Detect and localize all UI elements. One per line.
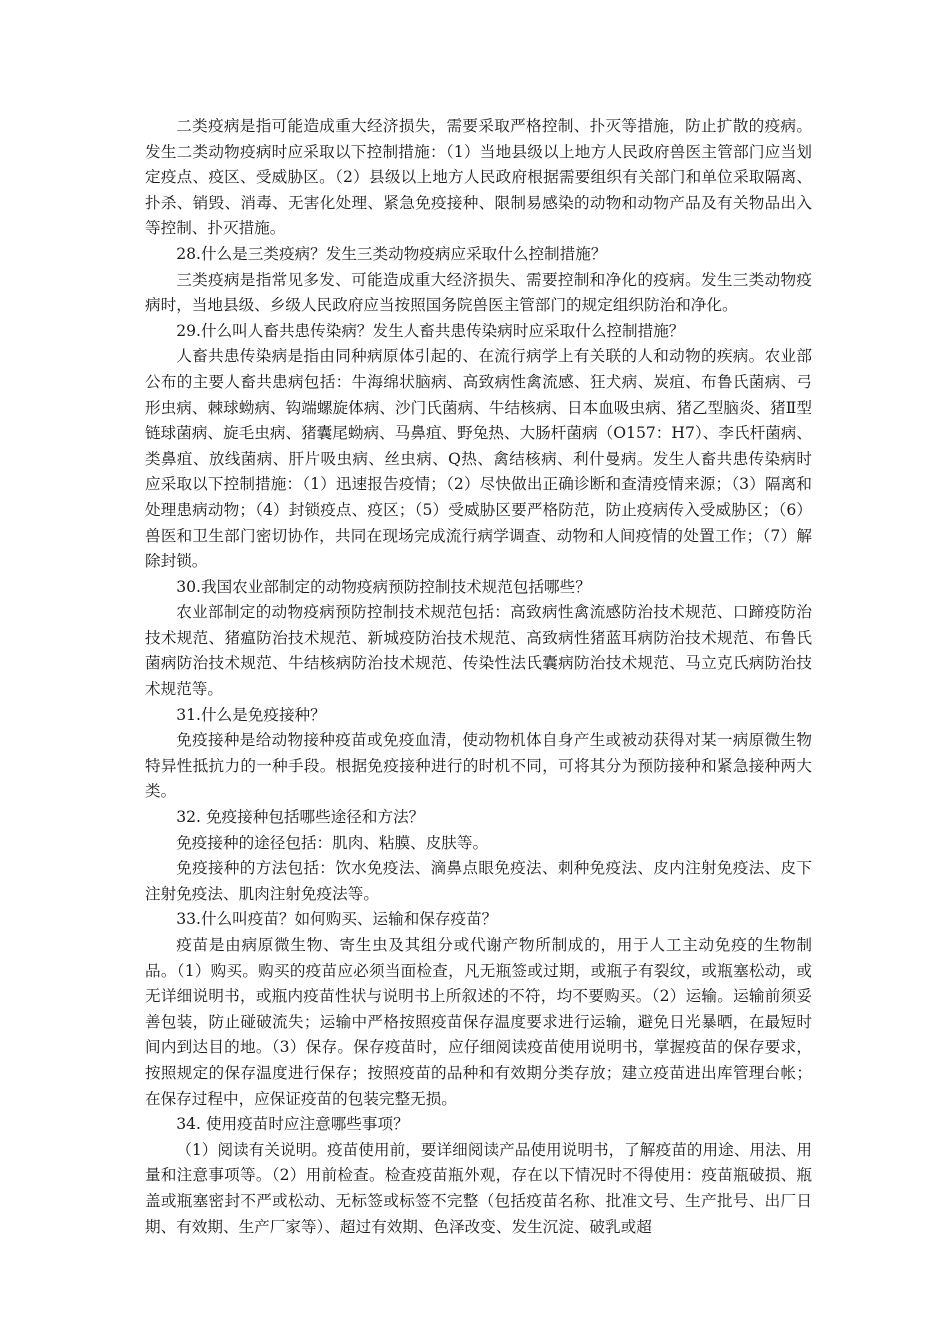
question-28-heading: 28.什么是三类疫病？发生三类动物疫病应采取什么控制措施？: [176, 244, 607, 263]
answer-34-paragraph: （1）阅读有关说明。疫苗使用前，要详细阅读产品使用说明书，了解疫苗的用途、用法、用量和注意事项等。（2）用前检查。检查疫苗瓶外观，存在以下情况时不得使用：疫苗瓶破损、瓶盖或瓶塞密封不严或松动、无标签或标签不完整（包括疫苗名称、批准文号、生产批号、出厂日期、有效期、生产厂家等）、超过有效期、色泽改变、发生沉淀、破乳或超: [145, 1140, 812, 1236]
question-32-heading: 32. 免疫接种包括哪些途径和方法？: [176, 808, 425, 827]
answer-31-paragraph: 免疫接种是给动物接种疫苗或免疫血清，使动物机体自身产生或被动获得对某一病原微生物特异性抵抗力的一种手段。根据免疫接种进行的时机不同，可将其分为预防接种和紧急接种两大类。: [145, 731, 812, 801]
question-29-heading: 29.什么叫人畜共患传染病？发生人畜共患传染病时应采取什么控制措施？: [176, 321, 685, 340]
answer-32-routes-paragraph: 免疫接种的途径包括：肌肉、粘膜、皮肤等。: [176, 833, 489, 852]
question-34-heading: 34. 使用疫苗时应注意哪些事项？: [176, 1115, 409, 1134]
question-30-heading: 30.我国农业部制定的动物疫病预防控制技术规范包括哪些？: [176, 577, 591, 596]
document-body: [145, 114, 812, 1240]
question-33-heading: 33.什么叫疫苗？如何购买、运输和保存疫苗？: [176, 910, 498, 929]
answer-29-paragraph: 人畜共患传染病是指由同种病原体引起的、在流行病学上有关联的人和动物的疾病。农业部公布的主要人畜共患病包括：牛海绵状脑病、高致病性禽流感、狂犬病、炭疽、布鲁氏菌病、弓形虫病、棘球蚴病、钩端螺旋体病、沙门氏菌病、牛结核病、日本血吸虫病、猪乙型脑炎、猪Ⅱ型链球菌病、旋毛虫病、猪囊尾蚴病、马鼻疽、野兔热、大肠杆菌病（O157：H7）、李氏杆菌病、类鼻疽、放线菌病、肝片吸虫病、丝虫病、Q热、禽结核病、利什曼病。发生人畜共患传染病时应采取以下控制措施：（1）迅速报告疫情；（2）尽快做出正确诊断和查清疫情来源；（3）隔离和处理患病动物；（4）封锁疫点、疫区；（5）受威胁区要严格防范，防止疫病传入受威胁区；（6）兽医和卫生部门密切协作，共同在现场完成流行病学调查、动物和人间疫情的处置工作；（7）解除封锁。: [145, 347, 812, 571]
answer-28-paragraph: 三类疫病是指常见多发、可能造成重大经济损失、需要控制和净化的疫病。发生三类动物疫病时，当地县级、乡级人民政府应当按照国务院兽医主管部门的规定组织防治和净化。: [145, 270, 812, 315]
question-31-heading: 31.什么是免疫接种？: [176, 705, 326, 724]
paragraph-class-two-disease: 二类疫病是指可能造成重大经济损失，需要采取严格控制、扑灭等措施，防止扩散的疫病。发生二类动物疫病时应采取以下控制措施：（1）当地县级以上地方人民政府兽医主管部门应当划定疫点、疫区、受威胁区。（2）县级以上地方人民政府根据需要组织有关部门和单位采取隔离、扑杀、销毁、消毒、无害化处理、紧急免疫接种、限制易感染的动物和动物产品及有关物品出入等控制、扑灭措施。: [145, 117, 812, 238]
answer-32-methods-paragraph: 免疫接种的方法包括：饮水免疫法、滴鼻点眼免疫法、刺种免疫法、皮内注射免疫法、皮下注射免疫法、肌肉注射免疫法等。: [145, 859, 812, 903]
answer-33-paragraph: 疫苗是由病原微生物、寄生虫及其组分或代谢产物所制成的，用于人工主动免疫的生物制品。（1）购买。购买的疫苗应必须当面检查，凡无瓶签或过期，或瓶子有裂纹，或瓶塞松动，或无详细说明书，或瓶内疫苗性状与说明书上所叙述的不符，均不要购买。（2）运输。运输前须妥善包装，防止碰破流失；运输中严格按照疫苗保存温度要求进行运输，避免日光暴晒，在最短时间内到达目的地。（3）保存。保存疫苗时，应仔细阅读疫苗使用说明书，掌握疫苗的保存要求，按照规定的保存温度进行保存；按照疫苗的品种和有效期分类存放；建立疫苗进出库管理台帐；在保存过程中，应保证疫苗的包装完整无损。: [145, 936, 812, 1108]
answer-30-paragraph: 农业部制定的动物疫病预防控制技术规范包括：高致病性禽流感防治技术规范、口蹄疫防治技术规范、猪瘟防治技术规范、新城疫防治技术规范、高致病性猪蓝耳病防治技术规范、布鲁氏菌病防治技术规范、牛结核病防治技术规范、传染性法氏囊病防治技术规范、马立克氏病防治技术规范等。: [145, 603, 812, 699]
